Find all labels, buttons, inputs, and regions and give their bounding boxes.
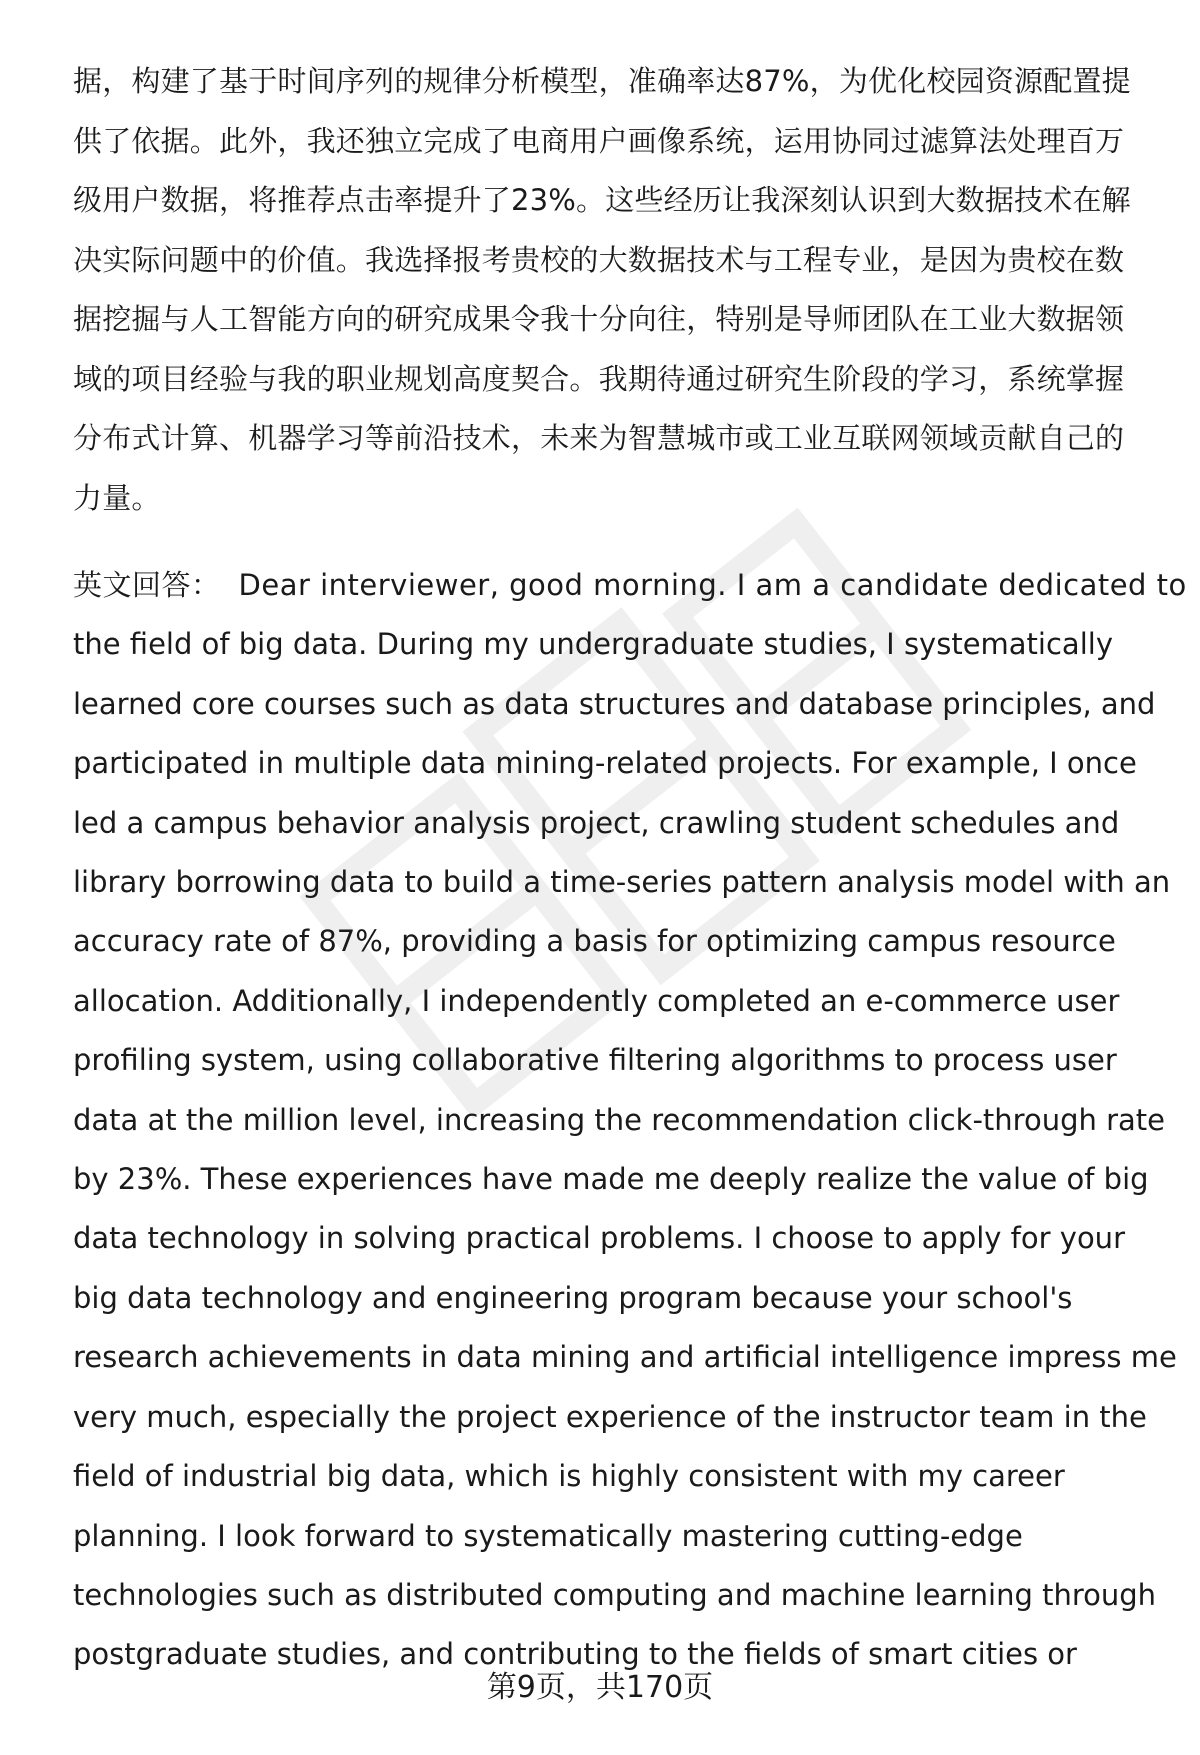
english-answer-line: research achievements in data mining and artificial intelligence impress me xyxy=(73,1340,1177,1375)
english-answer-line: allocation. Additionally, I independently completed an e-commerce user xyxy=(73,983,1120,1018)
english-answer-line: accuracy rate of 87%, providing a basis for optimizing campus resource xyxy=(73,924,1116,959)
english-answer-line: field of industrial big data, which is highly consistent with my career xyxy=(73,1459,1065,1494)
chinese-answer-line: 供了依据。此外，我还独立完成了电商用户画像系统，运用协同过滤算法处理百万 xyxy=(73,123,1125,158)
english-answer-line: Dear interviewer, good morning. I am a candidate dedicated to xyxy=(238,568,1187,602)
english-answer-line: profiling system, using collaborative filtering algorithms to process user xyxy=(73,1043,1117,1078)
english-answer-line: participated in multiple data mining-related projects. For example, I once xyxy=(73,746,1137,781)
english-answer-line: postgraduate studies, and contributing to the fields of smart cities or xyxy=(73,1637,1077,1672)
english-answer-line: data technology in solving practical problems. I choose to apply for your xyxy=(73,1221,1125,1256)
english-answer-line: the field of big data. During my undergraduate studies, I systematically xyxy=(73,627,1113,662)
chinese-answer-paragraph xyxy=(73,52,1153,528)
chinese-answer-line: 力量。 xyxy=(73,480,161,515)
chinese-answer-line: 域的项目经验与我的职业规划高度契合。我期待通过研究生阶段的学习，系统掌握 xyxy=(73,361,1125,396)
english-answer-line: learned core courses such as data structures and database principles, and xyxy=(73,686,1156,721)
chinese-answer-line: 据挖掘与人工智能方向的研究成果令我十分向往，特别是导师团队在工业大数据领 xyxy=(73,302,1125,336)
english-answer-paragraph xyxy=(73,556,1187,1685)
english-answer-line: very much, especially the project experience of the instructor team in the xyxy=(73,1399,1147,1434)
chinese-answer-line: 据，构建了基于时间序列的规律分析模型，准确率达87%，为优化校园资源配置提 xyxy=(73,64,1131,98)
page-number-footer: 第9页，共170页 xyxy=(486,1670,714,1705)
english-answer-first-line xyxy=(73,556,1187,615)
english-answer-line: big data technology and engineering program because your school's xyxy=(73,1280,1073,1315)
chinese-answer-line: 决实际问题中的价值。我选择报考贵校的大数据技术与工程专业，是因为贵校在数 xyxy=(73,242,1125,277)
english-answer-line: data at the million level, increasing the recommendation click-through rate xyxy=(73,1102,1166,1137)
english-answer-line: planning. I look forward to systematically mastering cutting-edge xyxy=(73,1518,1023,1553)
english-answer-label: 英文回答： xyxy=(73,568,221,602)
english-answer-line: technologies such as distributed computing and machine learning through xyxy=(73,1577,1157,1612)
english-answer-line: led a campus behavior analysis project, crawling student schedules and xyxy=(73,805,1120,840)
chinese-answer-line: 分布式计算、机器学习等前沿技术，未来为智慧城市或工业互联网领域贡献自己的 xyxy=(73,421,1125,455)
english-answer-line: by 23%. These experiences have made me deeply realize the value of big xyxy=(73,1162,1149,1197)
english-answer-line: library borrowing data to build a time-series pattern analysis model with an xyxy=(73,865,1171,900)
chinese-answer-line: 级用户数据，将推荐点击率提升了23%。这些经历让我深刻认识到大数据技术在解 xyxy=(73,183,1131,217)
